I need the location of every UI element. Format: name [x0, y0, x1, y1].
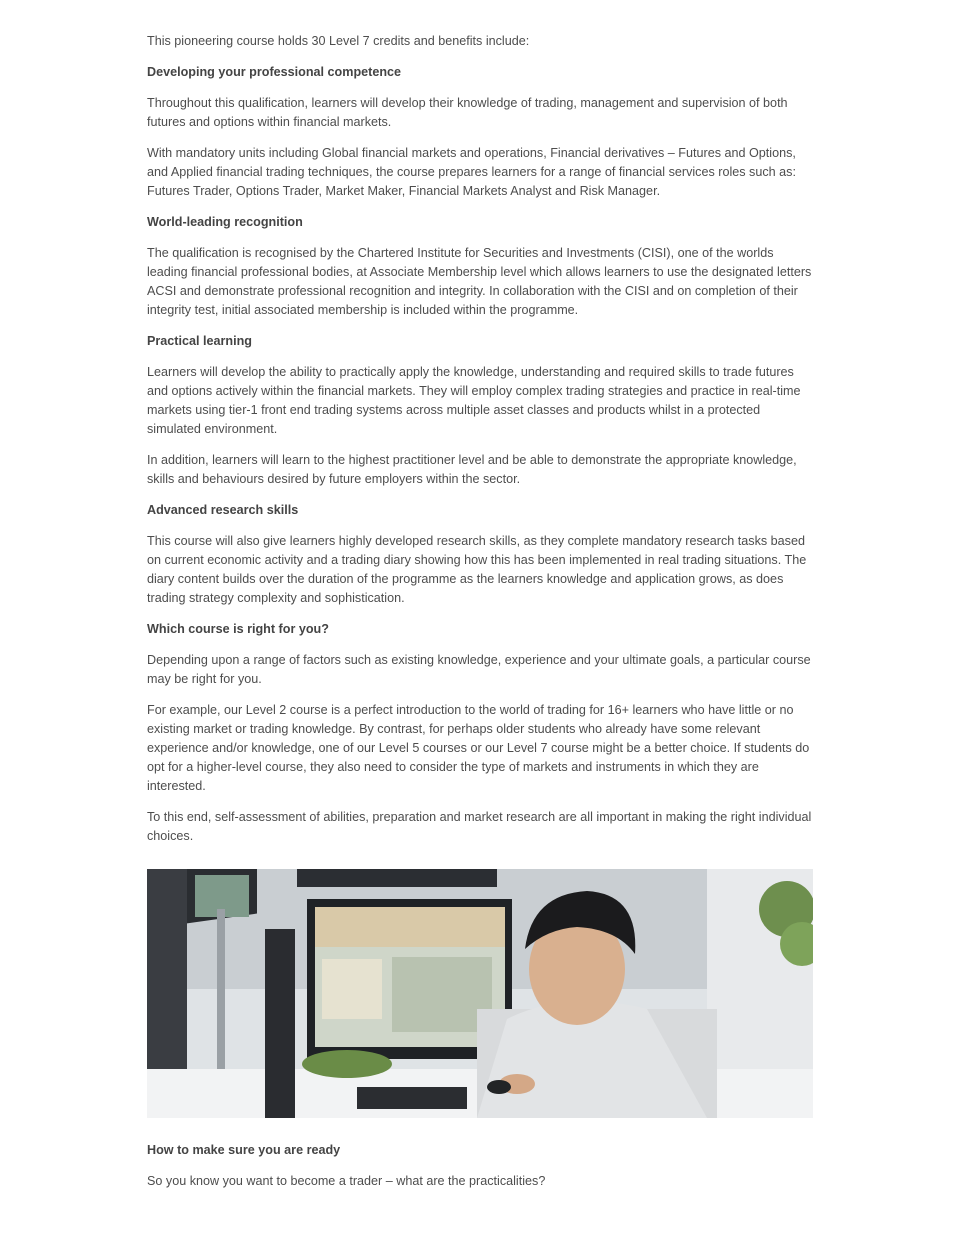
paragraph: For example, our Level 2 course is a perfect introduction to the world of trading for 16+ learners who have little or no existing market or trading knowledge. By contrast, for perhaps older students who already have some relevant experience and/or knowledge, one of our Level 5 courses or our Level 7 course might be a better choice. If students do opt for a higher-level course, they also need to consider the type of markets and instruments in which they are interested.: [147, 703, 810, 793]
section-heading-which-course: Which course is right for you?: [147, 622, 329, 636]
section-heading-competence: Developing your professional competence: [147, 65, 402, 79]
trading-desk-photo: [147, 869, 813, 1118]
section-heading-practical: Practical learning: [147, 334, 252, 348]
section-heading-ready: How to make sure you are ready: [147, 1143, 341, 1157]
article-body: [147, 32, 815, 1203]
paragraph: To this end, self-assessment of abilities, preparation and market research are all important in making the right individual choices.: [147, 810, 812, 843]
intro-paragraph: This pioneering course holds 30 Level 7 credits and benefits include:: [147, 34, 530, 48]
paragraph: In addition, learners will learn to the highest practitioner level and be able to demonstrate the appropriate knowledge, skills and behaviours desired by future employers within the sector.: [147, 453, 797, 486]
paragraph: Throughout this qualification, learners will develop their knowledge of trading, management and supervision of both futures and options within financial markets.: [147, 96, 788, 129]
section-heading-research: Advanced research skills: [147, 503, 299, 517]
paragraph: Learners will develop the ability to practically apply the knowledge, understanding and required skills to trade futures and options actively within the financial markets. They will employ complex trading strategies and practice in real-time markets using tier-1 front end trading systems across multiple asset classes and products whilst in a protected simulated environment.: [147, 365, 801, 436]
paragraph: This course will also give learners highly developed research skills, as they complete mandatory research tasks based on current economic activity and a trading diary showing how this has been implemented in real trading situations. The diary content builds over the duration of the programme as the learners knowledge and application grows, as does trading strategy complexity and sophistication.: [147, 534, 807, 605]
trader-at-monitors-image: [147, 869, 813, 1118]
paragraph: The qualification is recognised by the Chartered Institute for Securities and Investments (CISI), one of the worlds leading financial professional bodies, at Associate Membership level which allows learners to use the designated letters ACSI and demonstrate professional recognition and integrity. In collaboration with the CISI and on completion of their integrity test, initial associated membership is included within the programme.: [147, 246, 812, 317]
section-heading-recognition: World-leading recognition: [147, 215, 303, 229]
paragraph: Depending upon a range of factors such as existing knowledge, experience and your ultimate goals, a particular course may be right for you.: [147, 653, 811, 686]
final-paragraph: So you know you want to become a trader – what are the practicalities?: [147, 1174, 546, 1188]
paragraph: With mandatory units including Global financial markets and operations, Financial derivatives – Futures and Options, and Applied financial trading techniques, the course prepares learners for a range of financial services roles such as: Futures Trader, Options Trader, Market Maker, Financial Markets Analyst and Risk Manager.: [147, 146, 796, 198]
